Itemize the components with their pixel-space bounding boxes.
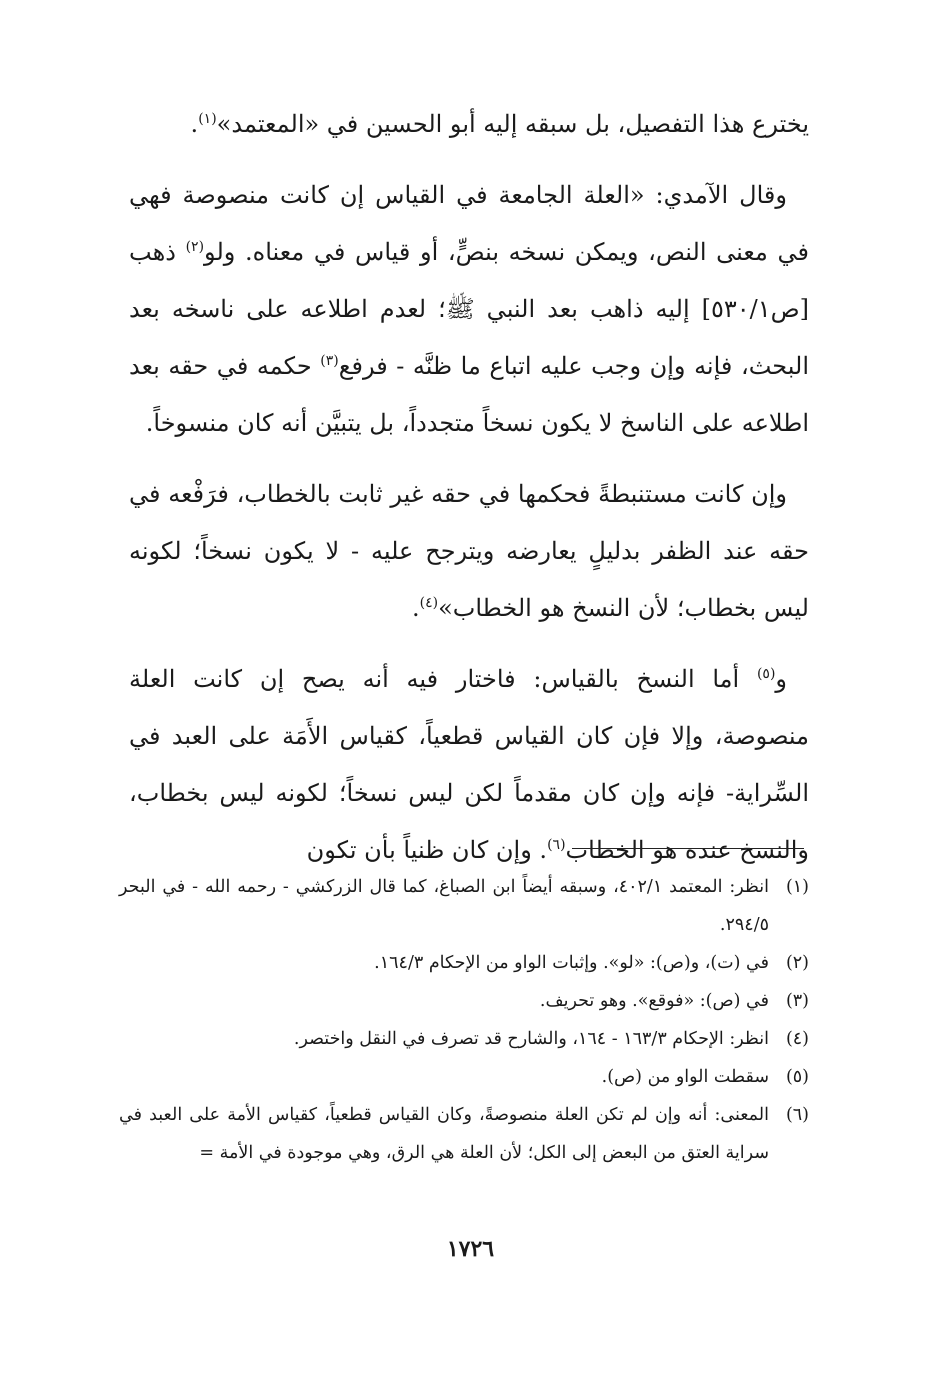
footnote-ref-3[interactable]: (٣)	[320, 353, 339, 369]
footnote-ref-6[interactable]: (٦)	[547, 837, 566, 853]
main-text	[129, 96, 809, 879]
footnote-number: (٥)	[785, 1067, 809, 1087]
footnote-number: (٣)	[785, 991, 809, 1011]
paragraph-1-text: يخترع هذا التفصيل، بل سبقه إليه أبو الحسين في «المعتمد»	[216, 110, 809, 138]
footnote-2	[119, 944, 809, 982]
footnote-number: (٦)	[785, 1105, 809, 1125]
paragraph-1-tail: .	[190, 110, 199, 138]
footnote-1	[119, 868, 809, 944]
footnote-text: سقطت الواو من (ص).	[601, 1067, 769, 1087]
footnote-text: المعنى: أنه وإن لم تكن العلة منصوصةً، وكان القياس قطعياً، كقياس الأمة على العبد في سراية العتق من البعض إلى الكل؛ لأن العلة هي الرق، وهي موجودة في الأمة =	[119, 1105, 769, 1163]
footnote-number: (٢)	[785, 953, 809, 973]
footnote-separator	[572, 848, 804, 849]
footnote-text: في (ص): «فوقع». وهو تحريف.	[539, 991, 769, 1011]
paragraph-2-text-b: ذهب [ص٥٣٠/١] إليه ذاهب بعد النبي ﷺ؛ لعدم اطلاعه على ناسخه بعد البحث، فإنه وإن وجب عليه اتباع ما ظنَّه - فرفع	[129, 238, 809, 380]
footnote-ref-2[interactable]: (٢)	[185, 239, 205, 255]
footnote-5	[119, 1058, 809, 1096]
footnote-4	[119, 1020, 809, 1058]
footnote-3	[119, 982, 809, 1020]
paragraph-2	[129, 167, 809, 452]
footnote-number: (١)	[785, 877, 809, 897]
paragraph-4-text-a: و	[775, 665, 787, 693]
paragraph-1	[129, 96, 809, 153]
footnote-ref-1[interactable]: (١)	[198, 111, 217, 127]
paragraph-4	[129, 651, 809, 879]
footnote-number: (٤)	[785, 1029, 809, 1049]
paragraph-2-text-c: حكمه في حقه بعد اطلاعه على الناسخ لا يكون نسخاً متجدداً، بل يتبيَّن أنه كان منسوخاً.	[129, 352, 809, 437]
paragraph-3	[129, 466, 809, 637]
footnotes	[119, 868, 809, 1172]
paragraph-4-text-b: أما النسخ بالقياس: فاختار فيه أنه يصح إن كانت العلة منصوصة، وإلا فإن كان القياس قطعياً، كقياس الأَمَة على العبد في السِّراية- فإنه وإن كان مقدماً لكن ليس نسخاً؛ لكونه ليس بخطاب، والنسخ عنده هو الخطاب	[129, 665, 809, 864]
footnote-text: في (ت)، و(ص): «لو». وإثبات الواو من الإحكام ١٦٤/٣.	[374, 953, 769, 973]
footnote-text: انظر: الإحكام ١٦٣/٣ - ١٦٤، والشارح قد تصرف في النقل واختصر.	[293, 1029, 769, 1049]
page-number: ١٧٢٦	[446, 1236, 495, 1262]
paragraph-3-tail: .	[411, 594, 420, 622]
footnote-ref-5[interactable]: (٥)	[756, 666, 776, 682]
footnote-ref-4[interactable]: (٤)	[419, 595, 439, 611]
paragraph-2-text-a: وقال الآمدي: «العلة الجامعة في القياس إن كانت منصوصة فهي في معنى النص، ويمكن نسخه بنصٍّ، أو قياس في معناه. ولو	[129, 181, 809, 266]
footnote-6	[119, 1096, 809, 1172]
footnote-text: انظر: المعتمد ٤٠٢/١، وسبقه أيضاً ابن الصباغ، كما قال الزركشي - رحمه الله - في البحر ٢٩٤/٥.	[119, 877, 769, 935]
paragraph-3-text: وإن كانت مستنبطةً فحكمها في حقه غير ثابت بالخطاب، فرَفْعه في حقه عند الظفر بدليلٍ يعارضه ويترجح عليه - لا يكون نسخاً؛ لكونه ليس بخطاب؛ لأن النسخ هو الخطاب»	[129, 480, 809, 622]
paragraph-4-text-c: . وإن كان ظنياً بأن تكون	[306, 836, 548, 864]
